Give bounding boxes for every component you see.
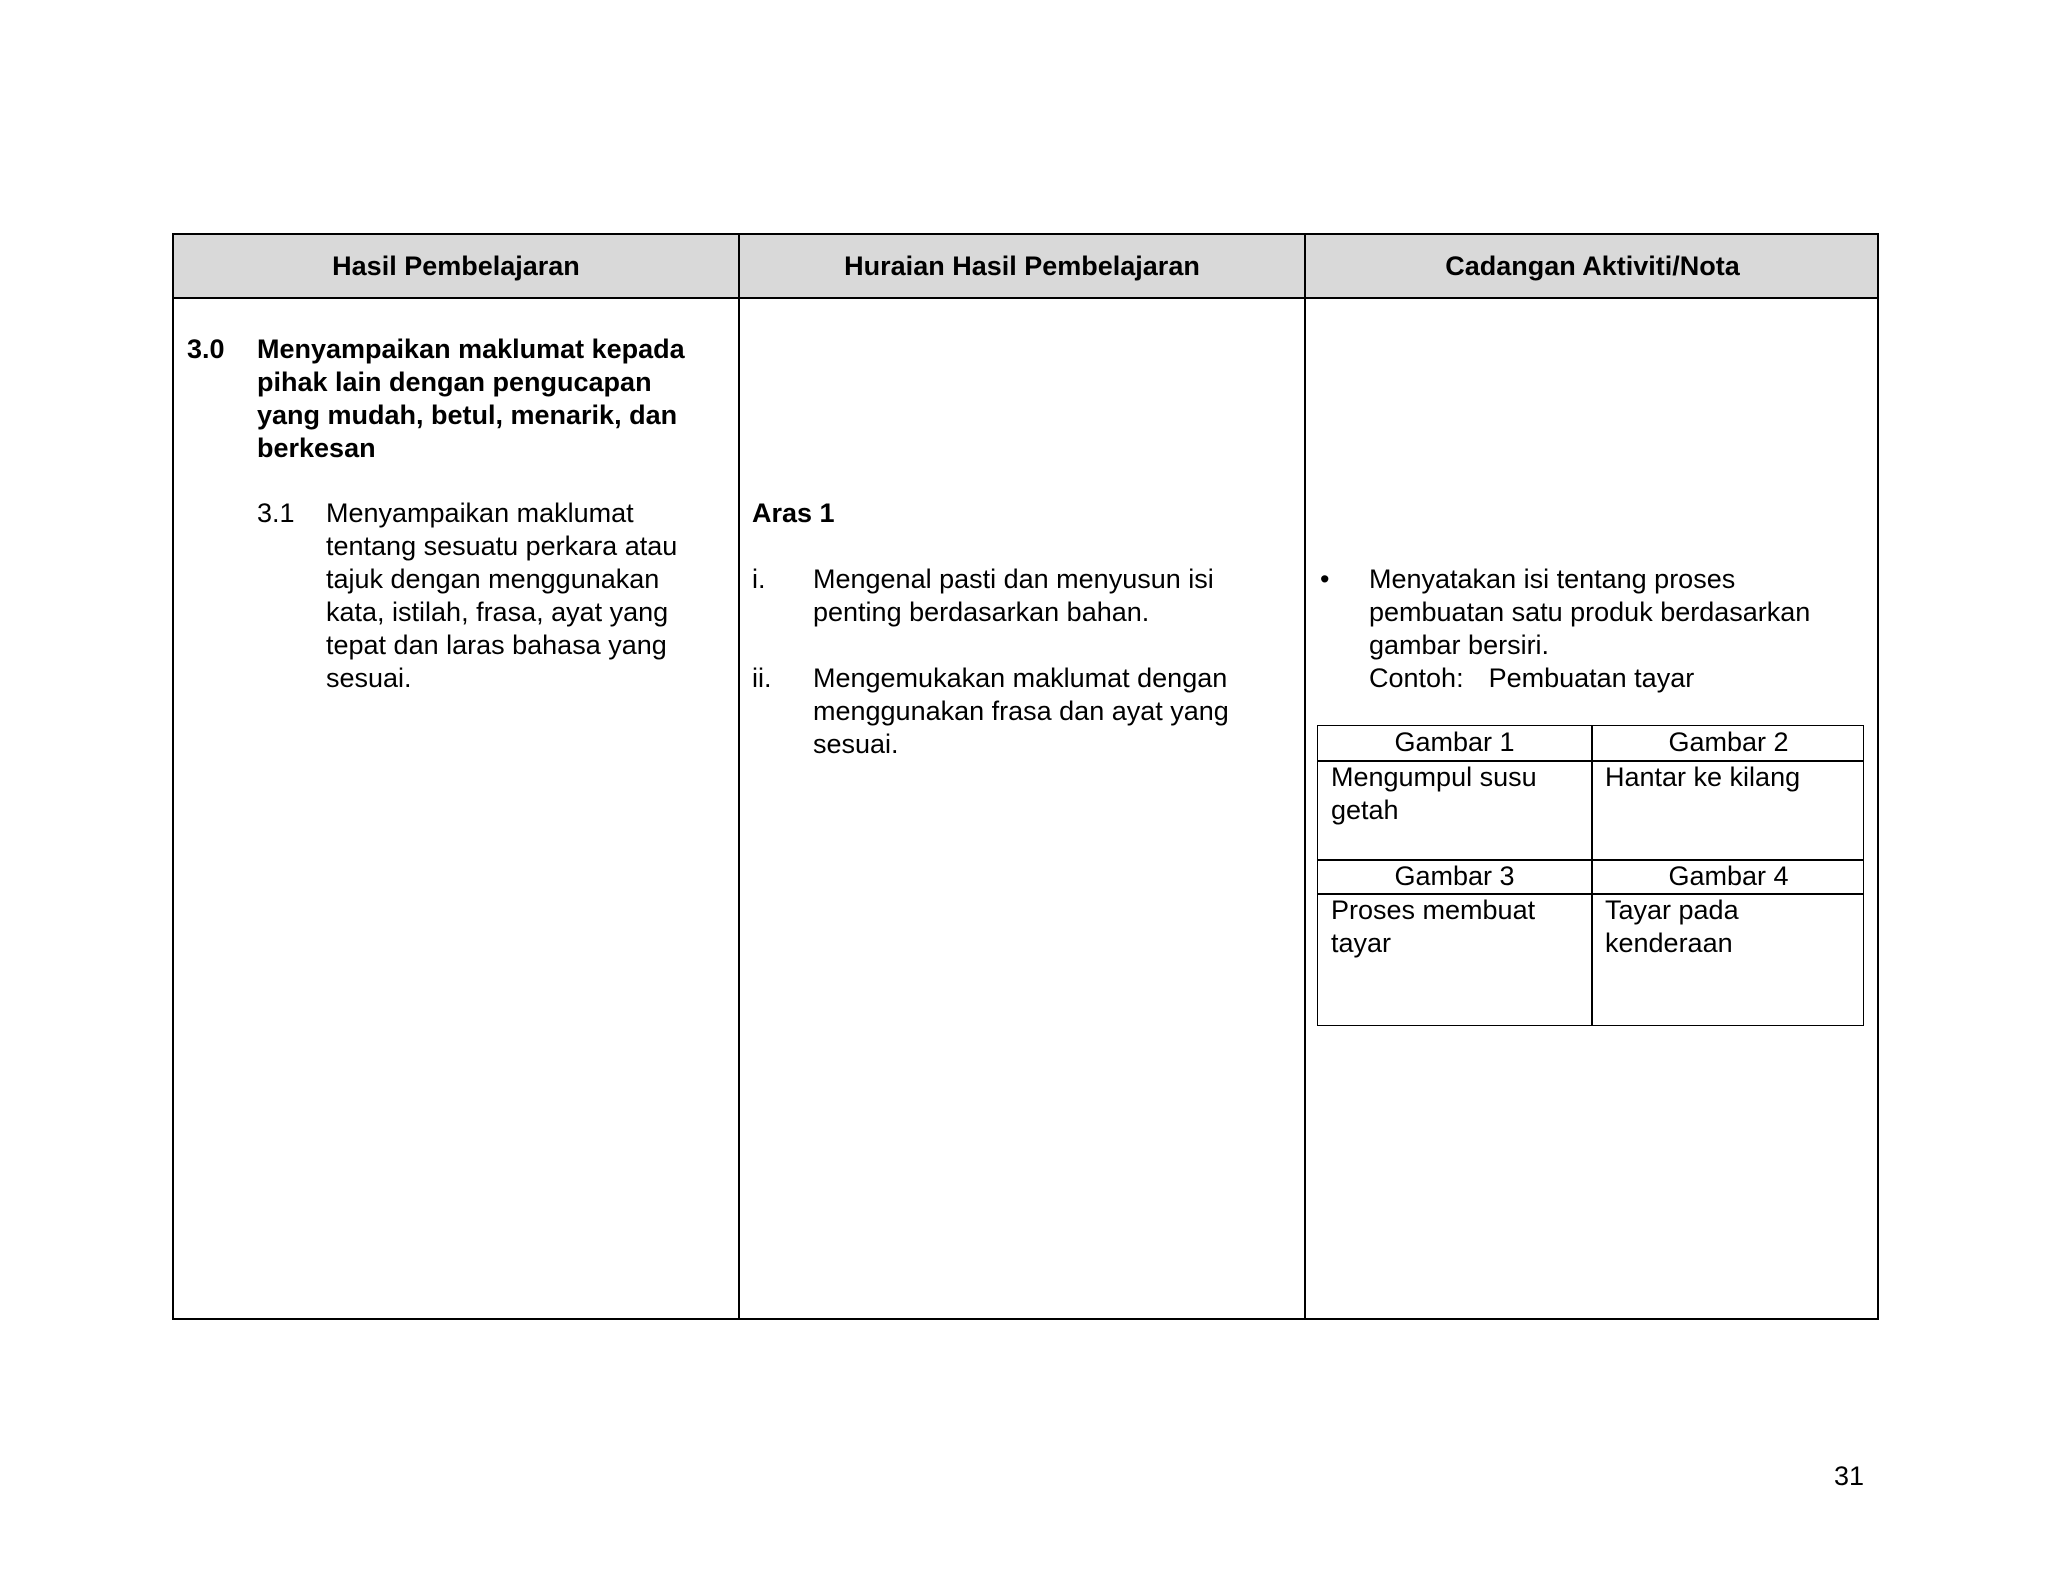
picture-cell-4 (1605, 894, 1855, 960)
picture-cell-line: kenderaan (1605, 928, 1733, 958)
item-text-i (813, 563, 1214, 629)
picture-cell-line: Mengumpul susu (1331, 762, 1537, 792)
item-line: Mengemukakan maklumat dengan (813, 663, 1228, 693)
item-number-i: i. (752, 564, 766, 594)
section-title-line: berkesan (257, 433, 376, 463)
activity-line: gambar bersiri. (1369, 630, 1550, 660)
item-number-ii: ii. (752, 663, 772, 693)
picture-cell-3 (1331, 894, 1581, 960)
example-value: Pembuatan tayar (1488, 663, 1695, 693)
picture-header-3: Gambar 3 (1394, 861, 1515, 891)
section-title-line: pihak lain dengan pengucapan (257, 367, 652, 397)
section-title-line: yang mudah, betul, menarik, dan (257, 400, 678, 430)
table-header-row (174, 235, 1877, 299)
item-line: penting berdasarkan bahan. (813, 597, 1150, 627)
header-hasil-pembelajaran: Hasil Pembelajaran (332, 251, 580, 281)
item-line: sesuai. (813, 729, 899, 759)
header-cadangan-aktiviti: Cadangan Aktiviti/Nota (1445, 251, 1740, 281)
picture-cell-line: Tayar pada (1605, 895, 1739, 925)
subsection-text (326, 497, 677, 695)
picture-header-2: Gambar 2 (1668, 727, 1789, 757)
section-number: 3.0 (187, 334, 225, 364)
example-line (1369, 662, 1810, 695)
item-text-ii (813, 662, 1229, 761)
column-divider (738, 235, 740, 1318)
subsection-line: tajuk dengan menggunakan (326, 564, 660, 594)
column-divider (1304, 235, 1306, 1318)
subsection-line: sesuai. (326, 663, 412, 693)
item-line: menggunakan frasa dan ayat yang (813, 696, 1229, 726)
picture-cell-2 (1605, 761, 1855, 794)
example-label: Contoh: (1369, 663, 1464, 693)
bullet-icon: • (1320, 564, 1330, 594)
activity-line: pembuatan satu produk berdasarkan (1369, 597, 1811, 627)
subsection-number: 3.1 (257, 498, 295, 528)
picture-cell-line: Proses membuat (1331, 895, 1536, 925)
header-huraian-hasil-pembelajaran: Huraian Hasil Pembelajaran (844, 251, 1200, 281)
picture-cell-line: Hantar ke kilang (1605, 762, 1801, 792)
picture-cell-line: getah (1331, 795, 1399, 825)
picture-cell-1 (1331, 761, 1581, 827)
activity-line: Menyatakan isi tentang proses (1369, 564, 1736, 594)
subsection-line: tentang sesuatu perkara atau (326, 531, 678, 561)
subsection-line: tepat dan laras bahasa yang (326, 630, 667, 660)
section-title (257, 333, 685, 465)
picture-series-table (1317, 725, 1864, 1026)
section-title-line: Menyampaikan maklumat kepada (257, 334, 685, 364)
subsection-line: Menyampaikan maklumat (326, 498, 634, 528)
page-number: 31 (1833, 1461, 1864, 1491)
picture-header-4: Gambar 4 (1668, 861, 1789, 891)
picture-header-1: Gambar 1 (1394, 727, 1515, 757)
activity-text (1369, 563, 1810, 695)
level-title: Aras 1 (752, 498, 835, 528)
subsection-line: kata, istilah, frasa, ayat yang (326, 597, 669, 627)
item-line: Mengenal pasti dan menyusun isi (813, 564, 1214, 594)
picture-cell-line: tayar (1331, 928, 1392, 958)
